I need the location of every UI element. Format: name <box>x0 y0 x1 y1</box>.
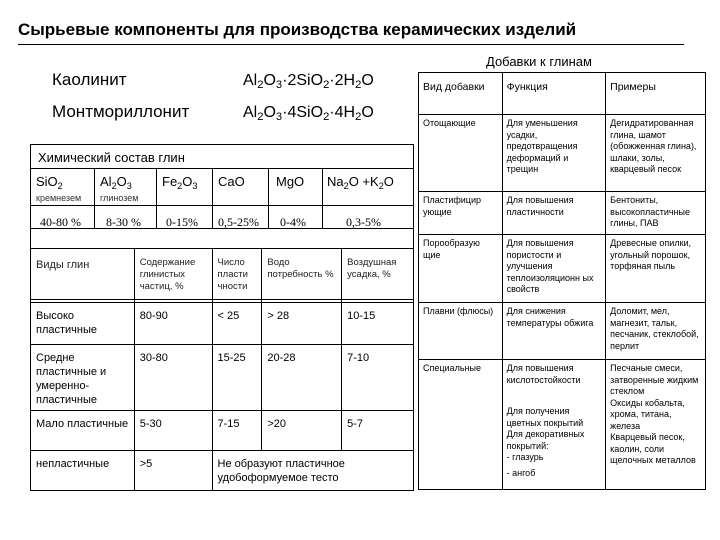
function-line: Для декоративных покрытий: <box>506 429 585 451</box>
additive-function: Для снижения температуры обжига <box>502 303 606 360</box>
clay-type: Средне пластичные и умеренно-пластичные <box>31 345 135 411</box>
header-cell: Вид добавки <box>419 73 503 115</box>
additives-title: Добавки к глинам <box>486 54 592 69</box>
mineral-formula: $Al_2O_3\cdot 4SiO_2\cdot 4H_2O$ <box>243 104 374 123</box>
table-cell: >20 <box>262 411 342 451</box>
oxide-na2o-k2o: $Na_2O +K_2O$ <box>327 174 394 191</box>
percent-value: 0,5-25% <box>218 215 259 229</box>
oxide-name: кремнезем <box>36 193 82 203</box>
additive-examples: Доломит, мел, магнезит, тальк, песчаник, стеклобой, перлит <box>606 303 706 360</box>
table-cell: >5 <box>134 451 212 491</box>
mineral-formula: $Al_2O_3\cdot 2SiO_2\cdot 2H_2O$ <box>243 72 374 91</box>
clay-type: Высоко пластичные <box>31 303 135 345</box>
header-cell: Примеры <box>606 73 706 115</box>
oxide-sio2: SiO$_2$ <box>36 174 63 191</box>
percent-value: 40-80 % <box>40 215 81 229</box>
table-cell: 10-15 <box>342 303 414 345</box>
additive-kind: Плавни (флюсы) <box>419 303 503 360</box>
clay-type: Мало пластичные <box>31 411 135 451</box>
oxide-cao: CaO <box>218 174 245 189</box>
table-header-row <box>419 73 706 115</box>
additive-function: Для повышения пористости и улучшения теплоизоляционн ых свойств <box>502 235 606 303</box>
divider <box>268 168 269 228</box>
header-cell: Число пласти чности <box>212 249 262 303</box>
additive-examples: Бентониты, высокопластичные глины, ПАВ <box>606 192 706 235</box>
additive-examples: Древесные опилки, угольный порошок, торфяная пыль <box>606 235 706 303</box>
table-cell: 15-25 <box>212 345 262 411</box>
table-cell: > 28 <box>262 303 342 345</box>
table-row <box>419 360 706 490</box>
header-cell: Функция <box>502 73 606 115</box>
table-row <box>419 192 706 235</box>
table-cell: 20-28 <box>262 345 342 411</box>
table-cell: < 25 <box>212 303 262 345</box>
divider <box>212 168 213 228</box>
function-line: Для получения цветных покрытий <box>506 406 584 428</box>
oxide-fe2o3: $Fe_2O_3$ <box>162 174 198 191</box>
header-cell: Виды глин <box>31 249 135 303</box>
table-cell: 5-30 <box>134 411 212 451</box>
function-line: - глазурь <box>506 452 544 462</box>
table-row <box>31 451 414 491</box>
additive-kind: Пластифицир ующие <box>419 192 503 235</box>
example-line: Кварцевый песок, каолин, соли щелочных металлов <box>610 432 696 465</box>
divider <box>94 168 95 228</box>
table-row <box>419 235 706 303</box>
header-cell: Воздушная усадка, % <box>342 249 414 303</box>
table-row <box>419 115 706 192</box>
additive-kind: Порообразую щие <box>419 235 503 303</box>
additive-examples: Дегидратированная глина, шамот (обожженная глина), шлаки, золы, кварцевый песок <box>606 115 706 192</box>
table-cell: 7-15 <box>212 411 262 451</box>
oxide-mgo: MgO <box>276 174 305 189</box>
percent-value: 0-15% <box>166 215 198 229</box>
header-cell: Водо потребность % <box>262 249 342 303</box>
additive-function: Для уменьшения усадки, предотвращения деформаций и трещин <box>502 115 606 192</box>
additive-function <box>502 360 606 490</box>
divider <box>322 168 323 228</box>
function-line: Для повышения кислотостойкости <box>506 363 581 385</box>
clay-type: непластичные <box>31 451 135 491</box>
function-line: - ангоб <box>506 467 536 478</box>
percent-value: 8-30 % <box>106 215 141 229</box>
table-cell: 80-90 <box>134 303 212 345</box>
table-cell: 7-10 <box>342 345 414 411</box>
title-underline <box>18 44 684 45</box>
clay-types-table <box>30 248 414 491</box>
divider <box>30 168 414 169</box>
header-cell: Содержание глинистых частиц, % <box>134 249 212 303</box>
additive-examples <box>606 360 706 490</box>
example-line: Песчаные смеси, затворенные жидким стеклом <box>610 363 699 396</box>
additive-kind: Отощающие <box>419 115 503 192</box>
example-line: Оксиды кобальта, хрома, титана, железа <box>610 397 685 431</box>
table-header-row <box>31 249 414 303</box>
percent-value: 0-4% <box>280 215 306 229</box>
table-row <box>419 303 706 360</box>
mineral-name: Монтмориллонит <box>52 102 190 121</box>
table-row <box>31 411 414 451</box>
table-cell: 5-7 <box>342 411 414 451</box>
divider <box>156 168 157 228</box>
additive-function: Для повышения пластичности <box>502 192 606 235</box>
table-cell-merged: Не образуют пластичное удобоформуемое тесто <box>212 451 413 491</box>
additive-kind: Специальные <box>419 360 503 490</box>
mineral-name: Каолинит <box>52 70 127 89</box>
divider <box>30 205 414 206</box>
table-row <box>31 345 414 411</box>
table-row <box>31 303 414 345</box>
chem-title: Химический состав глин <box>38 150 185 165</box>
percent-value: 0,3-5% <box>346 215 381 229</box>
page-title: Сырьевые компоненты для производства керамических изделий <box>18 20 577 39</box>
additives-table <box>418 72 706 490</box>
table-cell: 30-80 <box>134 345 212 411</box>
oxide-name: глинозем <box>100 193 139 203</box>
oxide-al2o3: $Al_2O_3$ <box>100 174 132 191</box>
